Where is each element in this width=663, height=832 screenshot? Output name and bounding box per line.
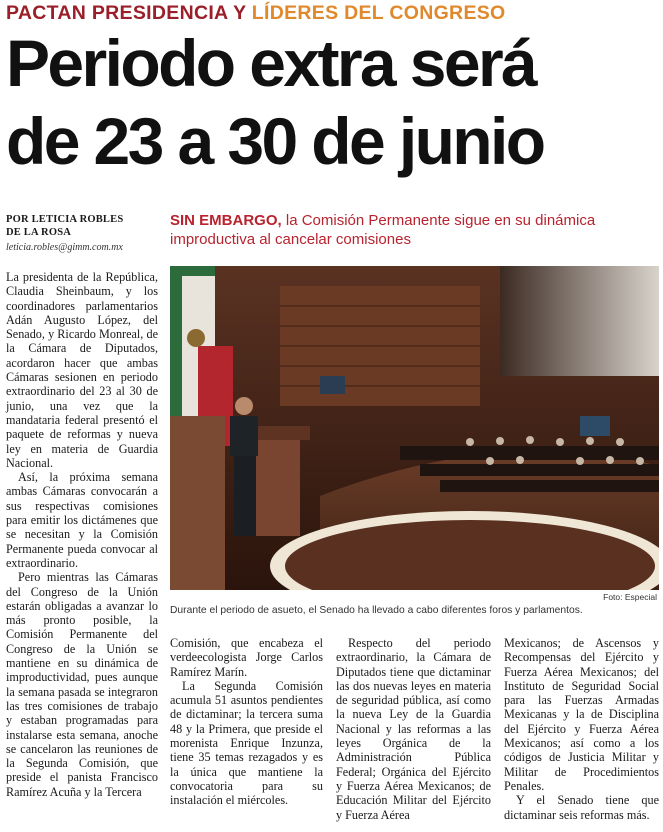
deck-text: la Comisión Permanente sigue en su dinámica improductiva al cancelar comisiones xyxy=(170,212,596,248)
kicker-part1: PACTAN PRESIDENCIA Y xyxy=(6,2,247,24)
byline-name-line1: POR LETICIA ROBLES xyxy=(6,214,124,225)
body-paragraph-6: Y el Senado tiene que dictaminar seis reformas más. xyxy=(504,793,659,822)
senate-photo xyxy=(170,266,659,590)
deck xyxy=(170,211,660,249)
body-paragraph-4: La Segunda Comisión acumula 51 asuntos pendientes de dictaminar; la tercera suma 48 y la Primera, que preside el morenista Enrique Inzunza, tiene 35 temas rezagados y es la única que mantiene la convocatoria para su instalación el miércoles. xyxy=(170,678,323,808)
photo-caption: Durante el periodo de asueto, el Senado ha llevado a cabo diferentes foros y parlamentos. xyxy=(170,605,583,616)
senate-chamber-illustration xyxy=(170,266,659,590)
section-kicker xyxy=(6,2,506,25)
body-paragraph-5-continued: Mexicanos; de Ascensos y Recompensas del Ejército y Fuerza Aérea Mexicanos; del Instituto de Seguridad Social para las Fuerzas Armadas Mexicanas y la de Disciplina del Ejército y Fuerza Aérea Mexicanos; así como a los códigos de Justicia Militar y Militar de Procedimientos Penales. xyxy=(504,636,659,793)
headline-line2: de 23 a 30 de junio xyxy=(6,104,544,178)
body-column-1 xyxy=(6,270,158,799)
body-column-4 xyxy=(504,636,659,822)
body-paragraph-3: Pero mientras las Cámaras del Congreso de la Unión estarán obligadas a avanzar lo más pronto posible, la Comisión Permanente del Congreso de la Unión se mantiene en su dinámica de improductividad, pues aunque la semana pasada se integraron las tres comisiones de trabajo y estaban programadas para instalarse esta semana, anoche se cancelaron las reuniones de la Segunda Comisión, que preside el panista Francisco Ramírez Acuña y la Tercera xyxy=(6,570,158,799)
body-column-2 xyxy=(170,636,323,808)
headline xyxy=(6,24,661,180)
body-paragraph-5: Respecto del periodo extraordinario, la Cámara de Diputados tiene que dictaminar las dos nuevas leyes en materia de seguridad pública, así como la nueva Ley de la Guardia Nacional y las reformas a las leyes Orgánica de la Administración Pública Federal; Orgánica del Ejército y Fuerza Aérea Mexicanos; de Educación Militar del Ejército y Fuerza Aérea xyxy=(336,636,491,822)
body-column-3 xyxy=(336,636,491,822)
body-paragraph-1: La presidenta de la República, Claudia Sheinbaum, y los coordinadores parlamentarios Adán Augusto López, del Senado, y Ricardo Monreal, de la Cámara de Diputados, acordaron hacer que ambas Cámaras sesionen en periodo extraordinario del 23 al 30 de junio, una vez que la mandataria federal presentó el paquete de reformas y nueva ley en materia de Guardia Nacional. xyxy=(6,270,158,470)
body-paragraph-2: Así, la próxima semana ambas Cámaras convocarán a sus respectivas comisiones para emitir los dictámenes que se necesitan y la Comisión Permanente pueda convocar al extraordinario. xyxy=(6,470,158,570)
byline-email[interactable]: leticia.robles@gimm.com.mx xyxy=(6,242,123,253)
byline xyxy=(6,213,156,254)
deck-lead: SIN EMBARGO, xyxy=(170,212,282,229)
kicker-part2: LÍDERES DEL CONGRESO xyxy=(251,2,506,24)
body-paragraph-3-continued: Comisión, que encabeza el verdeecologista Jorge Carlos Ramírez Marín. xyxy=(170,636,323,679)
byline-name-line2: DE LA ROSA xyxy=(6,227,72,238)
headline-line1: Periodo extra será xyxy=(6,26,536,100)
photo-credit: Foto: Especial xyxy=(603,592,657,602)
